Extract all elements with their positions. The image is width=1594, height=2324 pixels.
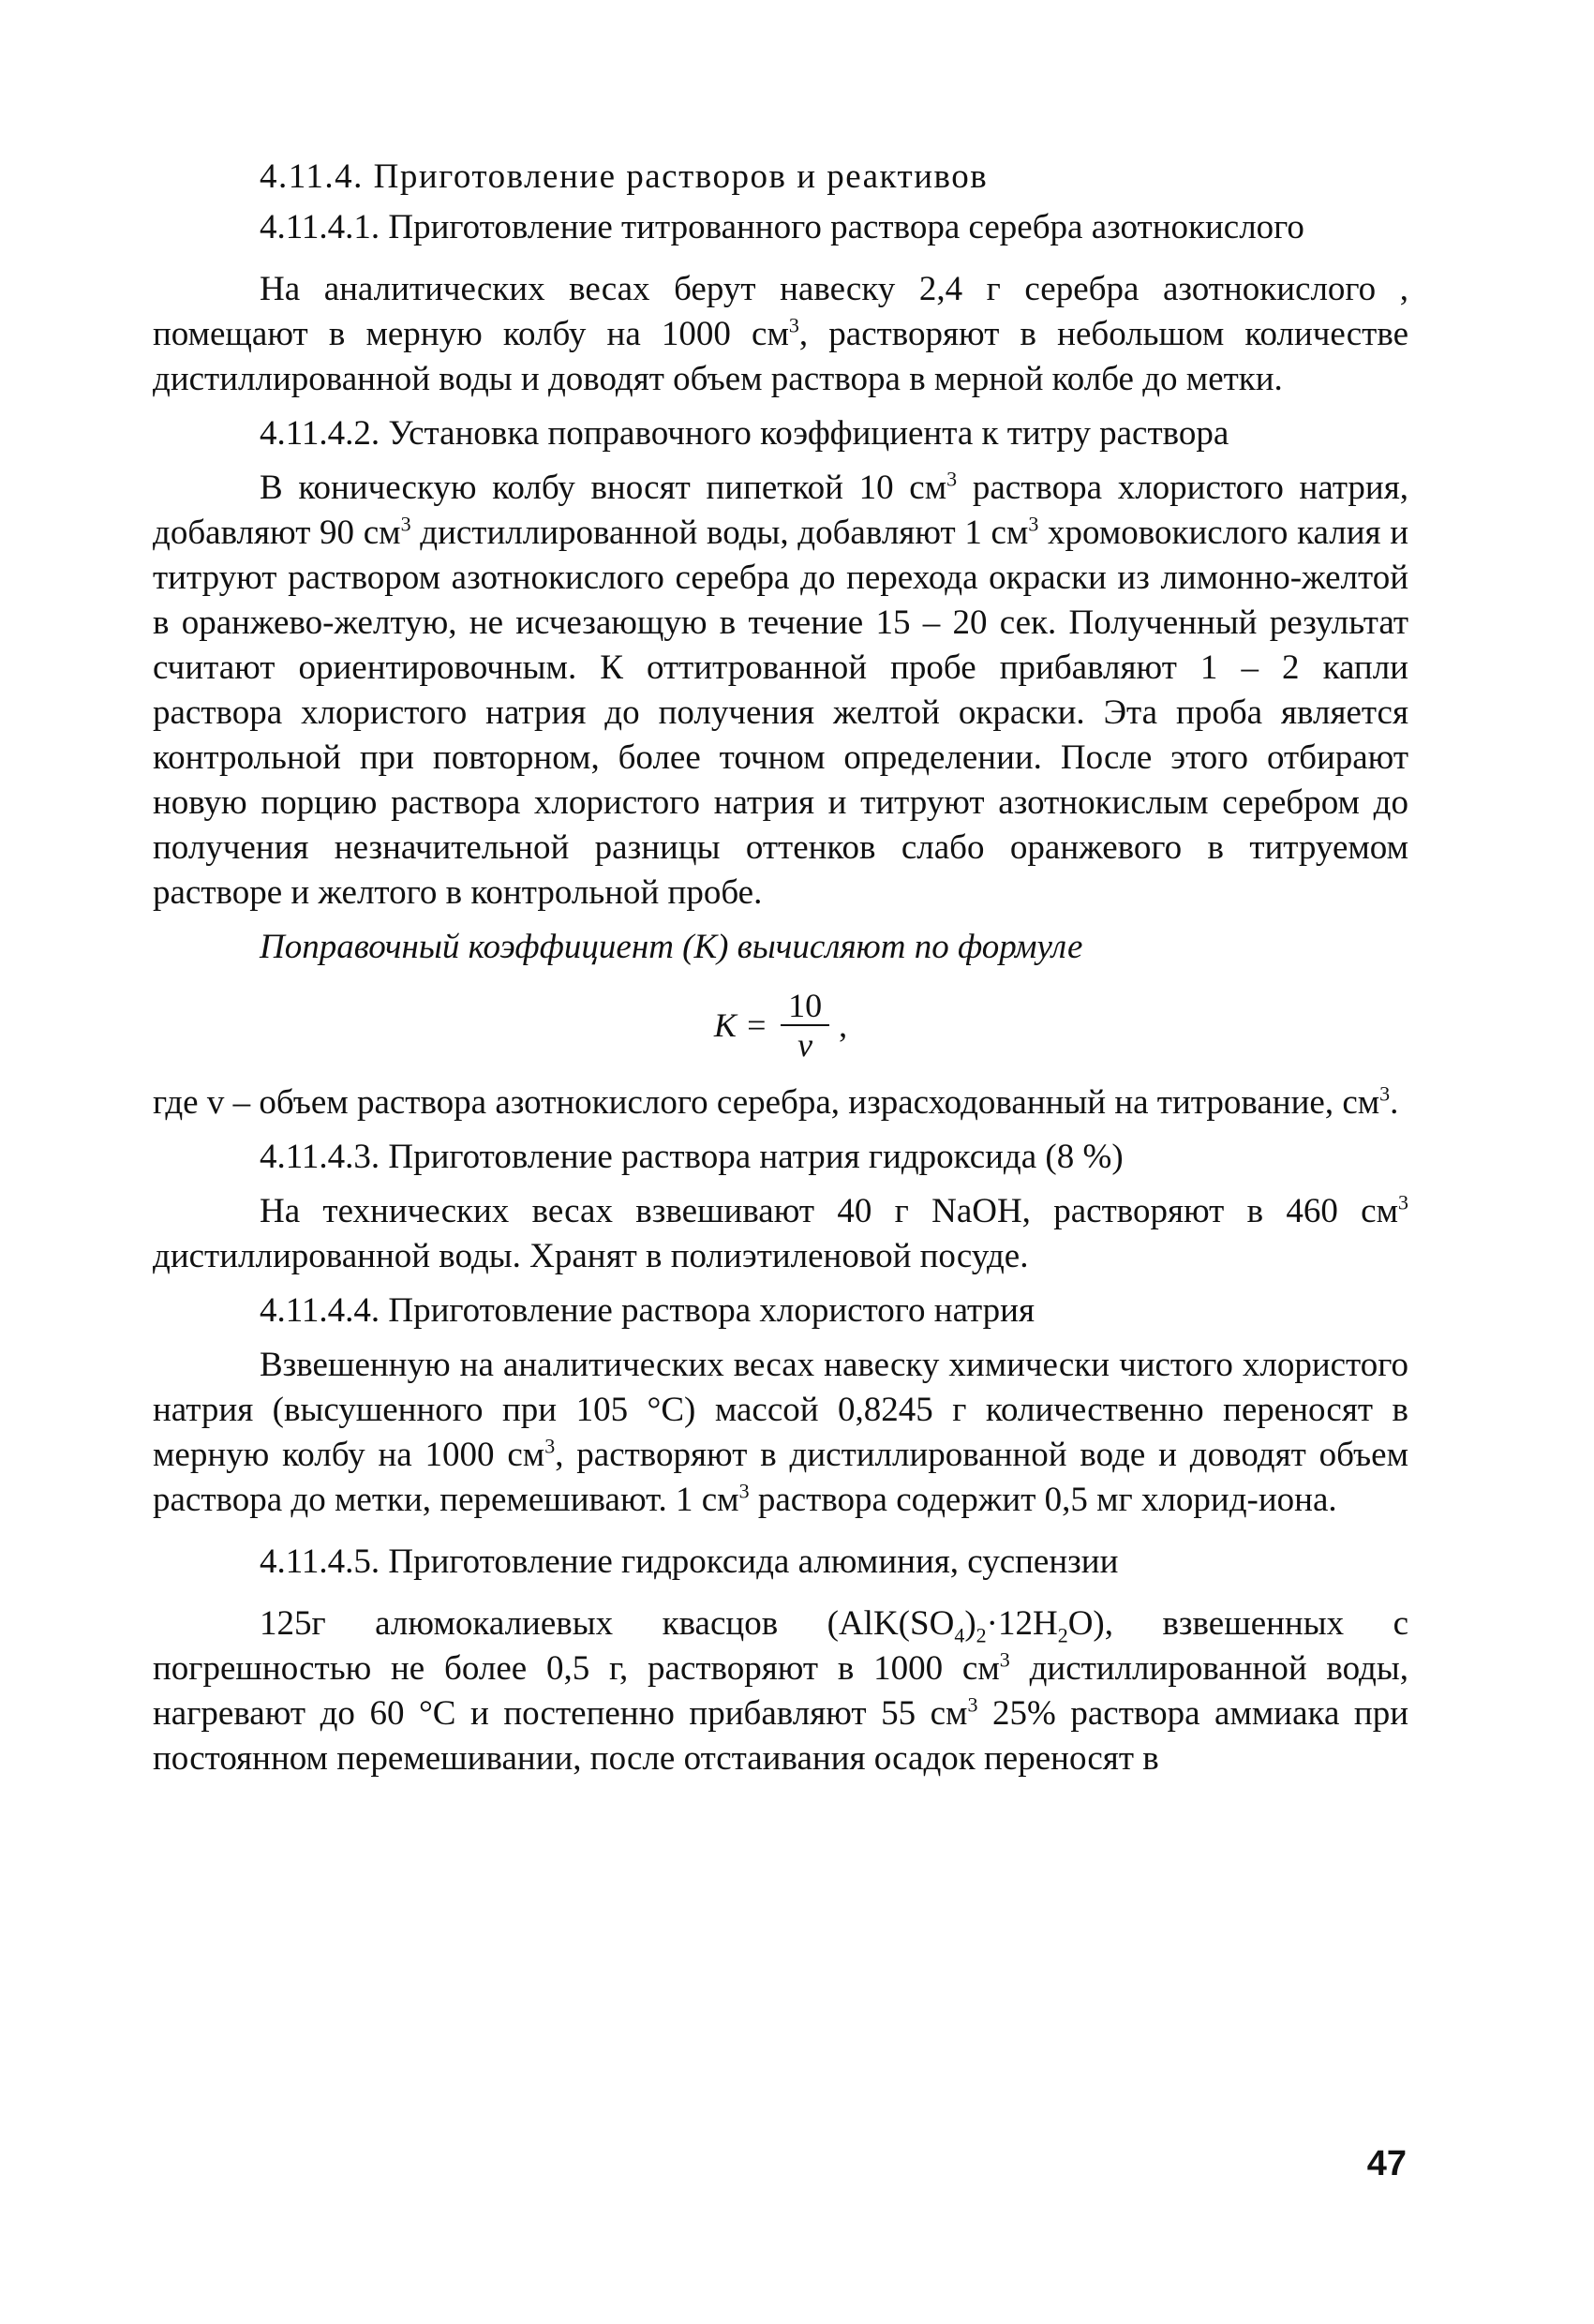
text-fragment: O), взвешенных с погрешностью не более 0,5 г, растворяют в 1000 см: [153, 1604, 1408, 1688]
subsection-heading-4-11-4-5: 4.11.4.5. Приготовление гидроксида алюминия, суспензии: [260, 1542, 1119, 1581]
formula-denominator: v: [797, 1026, 813, 1064]
paragraph-silver-nitrate-preparation: [153, 267, 1408, 402]
paragraph-naoh-preparation: [153, 1189, 1408, 1279]
text-fragment: В коническую колбу вносят пипеткой 10 см: [260, 469, 947, 507]
text-fragment: хромовокислого калия и титруют раствором азотнокислого серебра до перехода окраски из лимонно-желтой в оранжево-желтую, не исчезающую в течение 15 – 20 сек. Полученный результат считают ориентировочным. К оттитрованной пробе прибавляют 1 – 2 капли раствора хлористого натрия до получения желтой окраски. Эта проба является контрольной при повторном, более точном определении. После этого отбирают новую порцию раствора хлористого натрия и титруют азотнокислым серебром до получения незначительной разницы оттенков слабо оранжевого в титруемом растворе и желтого в контрольной пробе.: [153, 514, 1409, 912]
text-fragment: раствора хлористого натрия, добавляют 90 см: [153, 469, 1409, 552]
subscript: 2: [1057, 1623, 1068, 1647]
subscript: 4: [954, 1623, 965, 1647]
text-fragment: Взвешенную на аналитических весах навеску химически чистого хлористого натрия (высушенного при 105 °С) массой 0,8245 г количественно переносят в мерную колбу на 1000 см: [153, 1346, 1408, 1474]
subsection-heading-4-11-4-1: 4.11.4.1. Приготовление титрованного раствора серебра азотнокислого: [260, 208, 1304, 246]
paragraph-aluminium-hydroxide-preparation: [153, 1601, 1408, 1781]
page-number: 47: [1366, 2144, 1407, 2183]
formula-variable-definition: [153, 1080, 1408, 1125]
text-fragment: На технических весах взвешивают 40 г NaOH, растворяют в 460 см: [260, 1192, 1398, 1230]
paragraph-titration-procedure: [153, 466, 1408, 916]
text-fragment: ): [964, 1604, 976, 1643]
superscript: 3: [1028, 512, 1039, 536]
text-fragment: , растворяют в дистиллированной воде и доводят объем раствора до метки, перемешивают. 1 см: [153, 1436, 1408, 1519]
subsection-heading-4-11-4-4: 4.11.4.4. Приготовление раствора хлористого натрия: [260, 1291, 1035, 1330]
text-fragment: где v – объем раствора азотнокислого серебра, израсходованный на титрование, см: [153, 1083, 1380, 1122]
text-fragment: ·12H: [986, 1604, 1058, 1643]
superscript: 3: [946, 467, 958, 491]
superscript: 3: [788, 313, 799, 337]
superscript: 3: [400, 512, 411, 536]
text-fragment: На аналитических весах берут навеску 2,4 г серебра азотнокислого , помещают в мерную колбу на 1000 см: [153, 270, 1408, 353]
section-heading: 4.11.4. Приготовление растворов и реактивов: [260, 157, 989, 196]
text-fragment: 25% раствора аммиака при постоянном перемешивании, после отстаивания осадок переносят в: [153, 1694, 1408, 1778]
text-fragment: дистиллированной воды. Хранят в полиэтиленовой посуде.: [153, 1237, 1029, 1275]
text-fragment: раствора содержит 0,5 мг хлорид-иона.: [749, 1481, 1337, 1519]
text-fragment: дистиллированной воды, нагревают до 60 °С и постепенно прибавляют 55 см: [153, 1649, 1408, 1733]
text-fragment: 125г алюмокалиевых квасцов (AlK(SO: [260, 1604, 955, 1643]
formula-numerator: 10: [781, 987, 829, 1026]
formula-intro: Поправочный коэффициент (К) вычисляют по формуле: [260, 928, 1083, 966]
formula-trailing: ,: [839, 1006, 848, 1044]
subsection-heading-4-11-4-2: 4.11.4.2. Установка поправочного коэффициента к титру раствора: [260, 414, 1229, 453]
superscript: 3: [999, 1647, 1010, 1672]
superscript: 3: [967, 1692, 978, 1717]
superscript: 3: [738, 1479, 750, 1503]
correction-factor-formula: [153, 983, 1408, 1067]
formula-fraction: [781, 987, 829, 1064]
superscript: 3: [1398, 1190, 1408, 1214]
text-fragment: дистиллированной воды, добавляют 1 см: [410, 514, 1029, 552]
text-fragment: .: [1390, 1083, 1399, 1122]
subscript: 2: [976, 1623, 987, 1647]
page-content: [153, 150, 1408, 1781]
subsection-heading-4-11-4-3: 4.11.4.3. Приготовление раствора натрия гидроксида (8 %): [260, 1138, 1124, 1176]
superscript: 3: [1379, 1081, 1391, 1106]
formula-lhs: K =: [713, 1006, 768, 1044]
superscript: 3: [544, 1434, 556, 1458]
paragraph-nacl-preparation: [153, 1343, 1408, 1523]
text-fragment: , растворяют в небольшом количестве дистиллированной воды и доводят объем раствора в мерной колбе до метки.: [153, 315, 1408, 398]
